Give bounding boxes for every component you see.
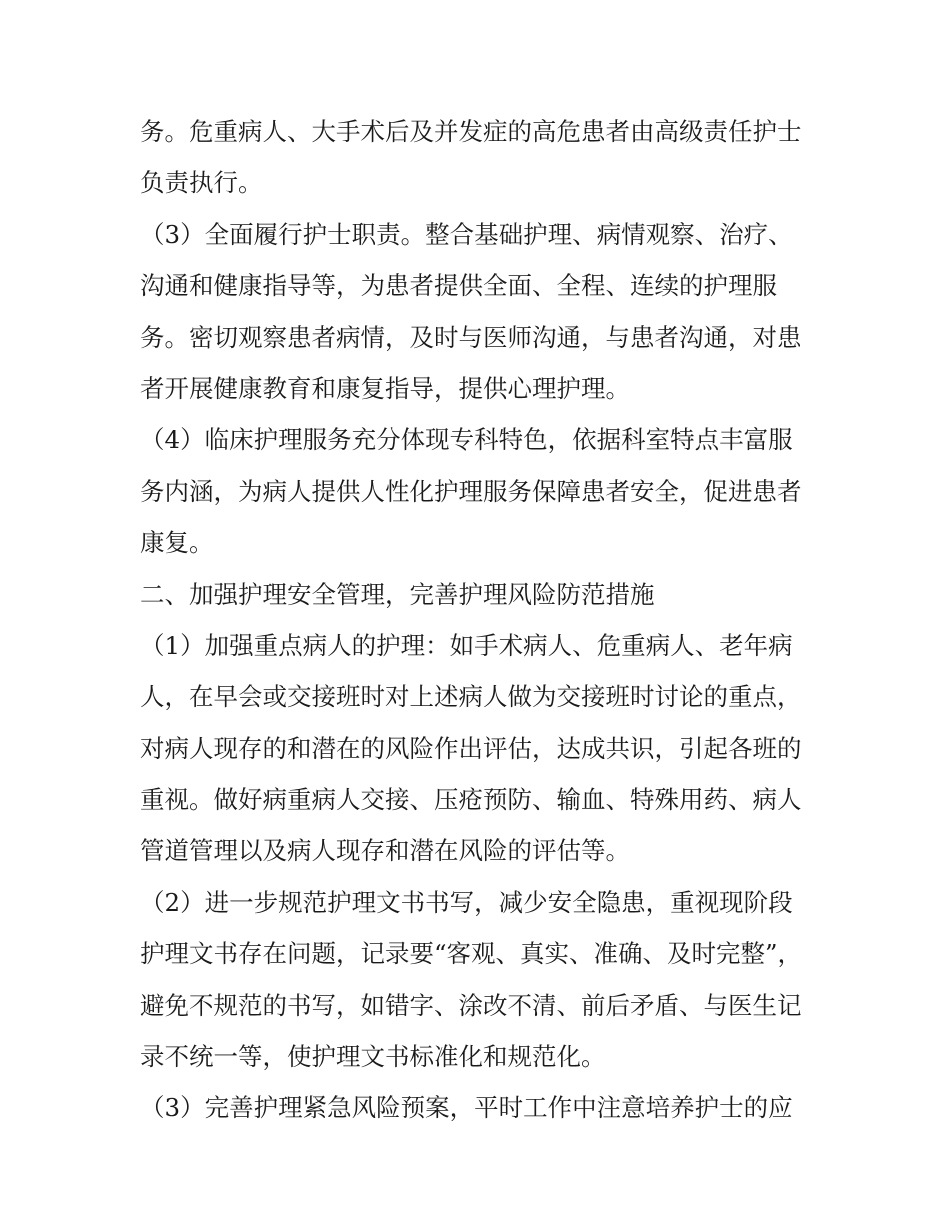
text-line-18: 避免不规范的书写，如错字、涂改不清、前后矛盾、与医生记 xyxy=(140,990,802,1020)
text-line-20: （3）完善护理紧急风险预案，平时工作中注意培养护士的应 xyxy=(140,1093,793,1123)
text-line-6: 者开展健康教育和康复指导，提供心理护理。 xyxy=(140,373,630,403)
text-line-3: （3）全面履行护士职责。整合基础护理、病情观察、治疗、 xyxy=(140,219,793,249)
text-line-13: 对病人现存的和潜在的风险作出评估，达成共识，引起各班的 xyxy=(140,733,802,763)
text-line-2: 负责执行。 xyxy=(140,168,263,198)
text-line-14: 重视。做好病重病人交接、压疮预防、输血、特殊用药、病人 xyxy=(140,785,802,815)
text-line-16: （2）进一步规范护理文书书写，减少安全隐患，重视现阶段 xyxy=(140,887,793,917)
text-line-17: 护理文书存在问题，记录要“客观、真实、准确、及时完整”， xyxy=(140,939,803,969)
text-line-15: 管道管理以及病人现存和潜在风险的评估等。 xyxy=(140,836,630,866)
text-line-4: 沟通和健康指导等，为患者提供全面、全程、连续的护理服 xyxy=(140,271,777,301)
document-body xyxy=(140,106,820,1134)
text-line-9: 康复。 xyxy=(140,528,214,558)
text-line-7: （4）临床护理服务充分体现专科特色，依据科室特点丰富服 xyxy=(140,425,793,455)
text-line-12: 人，在早会或交接班时对上述病人做为交接班时讨论的重点， xyxy=(140,682,802,712)
text-line-8: 务内涵，为病人提供人性化护理服务保障患者安全，促进患者 xyxy=(140,476,802,506)
section-heading: 二、加强护理安全管理，完善护理风险防范措施 xyxy=(140,579,655,609)
text-line-1: 务。危重病人、大手术后及并发症的高危患者由高级责任护士 xyxy=(140,117,802,146)
text-line-5: 务。密切观察患者病情，及时与医师沟通，与患者沟通，对患 xyxy=(140,322,802,352)
text-line-19: 录不统一等，使护理文书标准化和规范化。 xyxy=(140,1042,606,1072)
text-line-11: （1）加强重点病人的护理：如手术病人、危重病人、老年病 xyxy=(140,630,793,660)
